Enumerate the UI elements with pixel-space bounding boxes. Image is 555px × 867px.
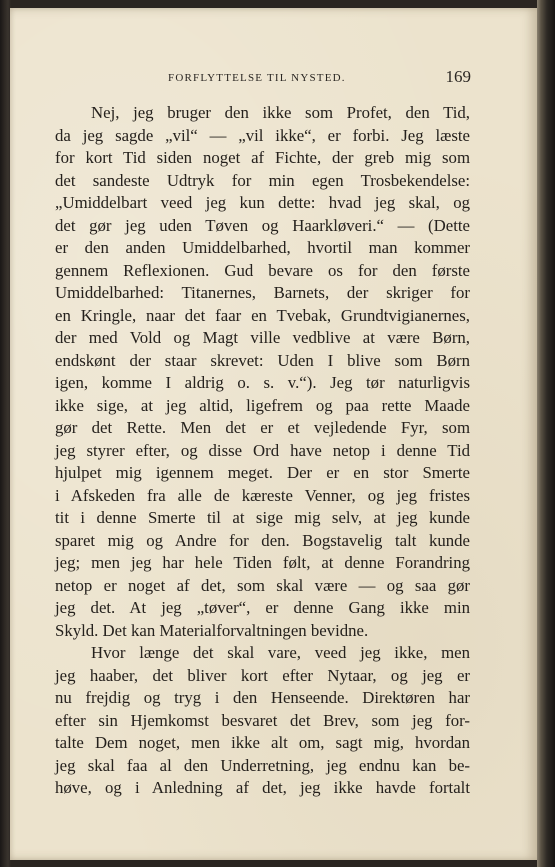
text-line: for kort Tid siden noget af Fichte, der greb mig som: [55, 148, 470, 167]
text-line: da jeg sagde „vil“ — „vil ikke“, er forbi. Jeg læste: [55, 125, 470, 145]
book-page: [10, 8, 537, 860]
text-line: efter sin Hjemkomst besvaret det Brev, som jeg for-: [55, 710, 470, 730]
text-line: ikke sige, at jeg altid, ligefrem og paa rette Maade: [55, 395, 470, 415]
text-line: talte Dem noget, men ikke alt om, sagt mig, hvordan: [55, 733, 470, 752]
text-line: jeg styrer efter, og disse Ord have netop i denne Tid: [55, 440, 470, 460]
text-line: jeg det. At jeg „tøver“, er denne Gang ikke min: [55, 598, 470, 617]
text-line: igen, komme I aldrig o. s. v.“). Jeg tør naturligvis: [55, 373, 470, 392]
text-line: jeg haaber, det bliver kort efter Nytaar, og jeg er: [55, 665, 470, 685]
page-header: [146, 68, 476, 88]
text-line: det gør jeg uden Tøven og Haarkløveri.“ — (Dette: [55, 215, 470, 235]
text-line: sparet mig og Andre for den. Bogstavelig talt kunde: [55, 530, 470, 550]
text-line: „Umiddelbart veed jeg kun dette: hvad jeg skal, og: [55, 193, 470, 212]
text-line: en Kringle, naar det faar en Tvebak, Grundtvigianernes,: [55, 305, 470, 325]
text-line: tit i denne Smerte til at sige mig selv, at jeg kunde: [55, 508, 470, 527]
text-line: det sandeste Udtryk for min egen Trosbekendelse:: [55, 170, 470, 190]
text-line: er den anden Umiddelbarhed, hvortil man kommer: [55, 238, 470, 257]
text-line: Skyld. Det kan Materialforvaltningen bevidne.: [55, 620, 369, 640]
running-head: FORFLYTTELSE TIL NYSTED.: [168, 72, 346, 84]
text-line: endskønt der staar skrevet: Uden I blive som Børn: [55, 350, 470, 370]
text-line: i Afskeden fra alle de kæreste Venner, og jeg fristes: [55, 485, 470, 505]
text-line: jeg skal faa al den Underretning, jeg endnu kan be-: [55, 755, 470, 775]
body-text: [55, 102, 470, 800]
text-line: Nej, jeg bruger den ikke som Profet, den Tid,: [91, 103, 470, 122]
text-line: der med Vold og Magt ville vedblive at være Børn,: [55, 328, 470, 347]
text-line: Umiddelbarhed: Titanernes, Barnets, der skriger for: [55, 283, 470, 302]
text-line: gør det Rette. Men det er et vejledende Fyr, som: [55, 418, 470, 437]
text-line: Hvor længe det skal vare, veed jeg ikke, men: [91, 643, 470, 662]
text-line: gennem Reflexionen. Gud bevare os for den første: [55, 260, 470, 280]
text-line: jeg; men jeg har hele Tiden følt, at denne Forandring: [55, 553, 470, 572]
text-line: nu frejdig og tryg i den Henseende. Direktøren har: [55, 688, 470, 707]
page-number: 169: [445, 67, 471, 86]
book-fore-edge: [537, 0, 555, 867]
text-line: hjulpet mig igennem meget. Der er en stor Smerte: [55, 463, 470, 482]
text-line: netop er noget af det, som skal være — og saa gør: [55, 575, 470, 595]
text-line: høve, og i Anledning af det, jeg ikke havde fortalt: [55, 778, 470, 797]
